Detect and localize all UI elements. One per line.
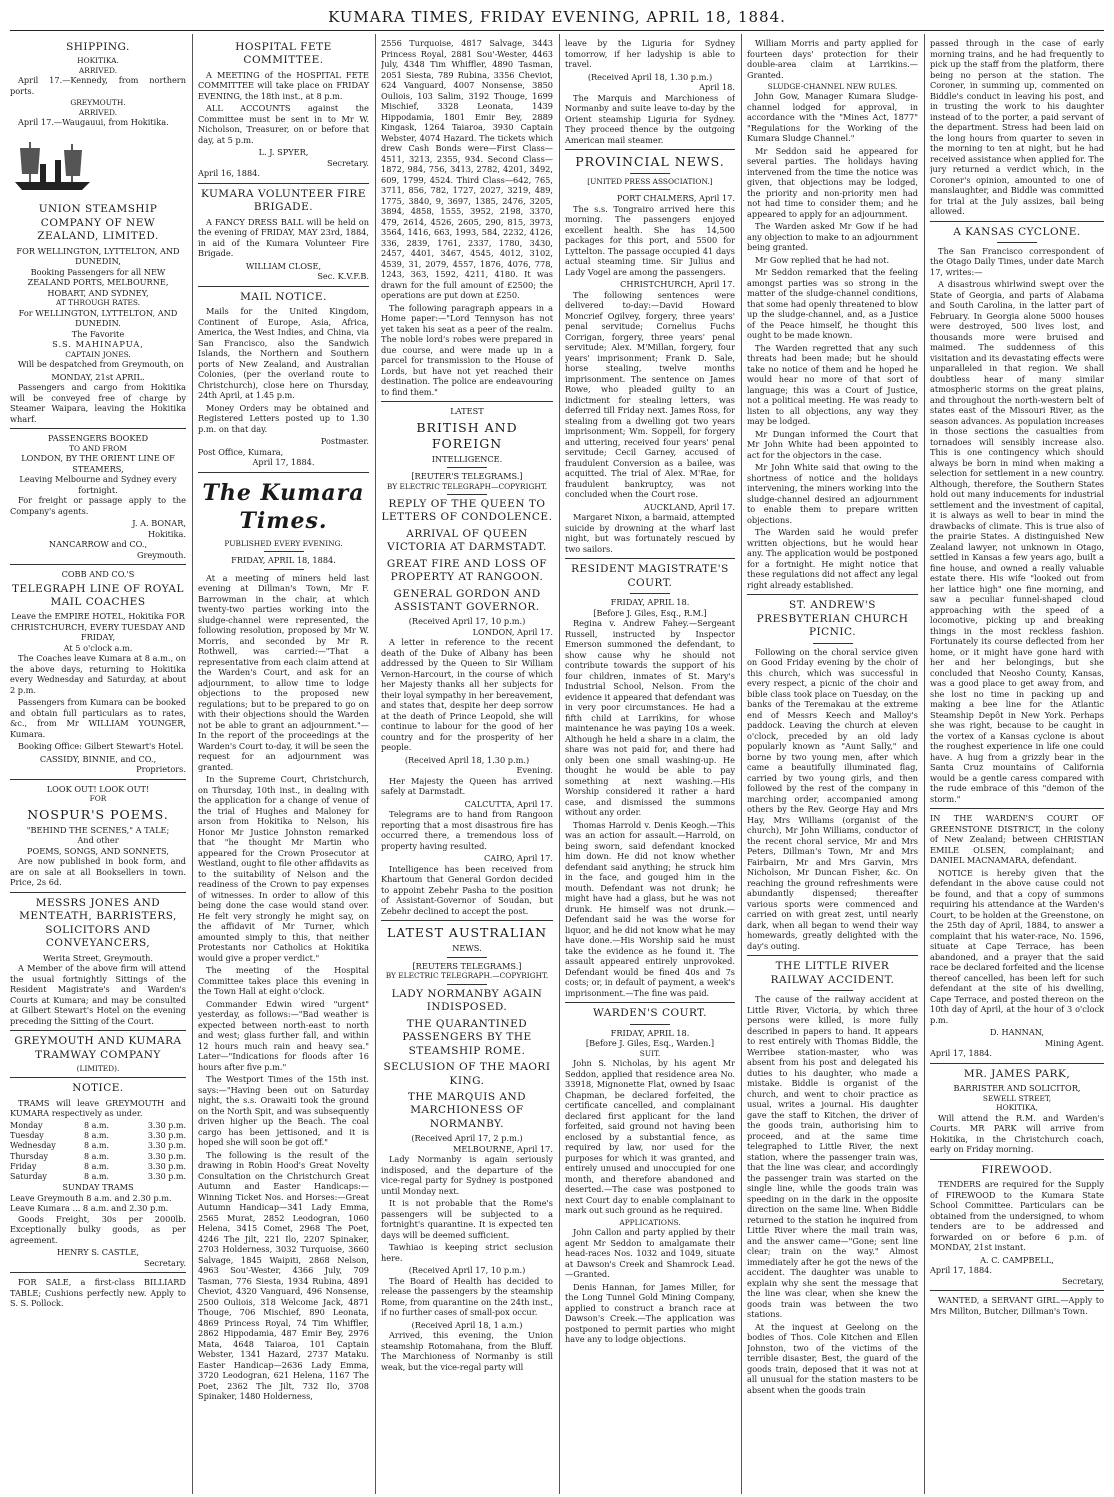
- timetable-am: 8 a.m.: [83, 1161, 110, 1171]
- cobb-passengers: Passengers from Kumara can be booked and obtain full particulars as to rates, &c., from Mr WILLIAM YOUNGER, Kumara.: [10, 697, 186, 739]
- castle-signature: HENRY S. CASTLE,: [57, 1247, 139, 1258]
- shipping-heading: SHIPPING.: [66, 41, 130, 53]
- court-paragraph: William Morris and party applied for fourteen days' protection for their double-area claim at Larrikins.—Granted.: [747, 38, 918, 80]
- timetable-am: 8 a.m.: [83, 1151, 110, 1161]
- union-ship-name: S.S. MAHINAPUA,: [52, 339, 144, 350]
- timetable-pm: 3.30 p.m.: [147, 1172, 186, 1182]
- cobb-signature: CASSIDY, BINNIE, and CO.,: [39, 753, 157, 764]
- divider: [997, 242, 1037, 243]
- received-note: (Received April 17, 2 p.m.): [411, 1133, 523, 1144]
- divider: [930, 1290, 1104, 1291]
- cobb-proprietors: Proprietors.: [136, 764, 186, 775]
- divider: [630, 173, 670, 174]
- divider: [447, 984, 487, 985]
- news-paragraph: The Board of Health has decided to release the passengers by the steamship Rome, from quarantine on the 24th inst., if no further cases of small-pox occur.: [381, 1275, 553, 1318]
- nospur-sale: Are now published in book form, and are on sale at all Booksellers in town. Price, 2s 6d.: [10, 856, 186, 888]
- divider: [447, 494, 487, 495]
- news-headline: THE MARQUIS AND MARCHIONESS OF NORMANBY.: [407, 1091, 527, 1130]
- australian-news-heading: LATEST AUSTRALIAN: [386, 925, 548, 941]
- firewood-heading: FIREWOOD.: [981, 1163, 1053, 1176]
- divider: [447, 467, 487, 468]
- court-paragraph: The Warden asked Mr Gow if he had any objection to make to an adjournment being granted.: [747, 221, 918, 253]
- divider: [630, 593, 670, 594]
- published-every-evening: PUBLISHED EVERY EVENING.: [224, 539, 343, 548]
- fire-signature: WILLIAM CLOSE,: [245, 260, 322, 271]
- sunday-kumara: Leave Kumara ... 8 a.m. and 2.30 p.m.: [10, 1203, 169, 1214]
- nospur-other: And other: [77, 835, 119, 846]
- agent-nancarrow-place: Greymouth.: [136, 549, 186, 560]
- timetable-day: Friday: [10, 1161, 37, 1171]
- divider: [10, 1030, 186, 1031]
- court-paragraph: Mr Gow replied that he had not.: [755, 254, 890, 265]
- divider: [10, 1272, 186, 1273]
- news-paragraph: Tawhiao is keeping strict seclusion here.: [381, 1242, 553, 1263]
- sunday-heading: SUNDAY TRAMS: [62, 1182, 134, 1193]
- campbell-date: April 17, 1884.: [930, 1265, 992, 1276]
- received-note: (Received April 17, 10 p.m.): [408, 1265, 526, 1276]
- divider: [813, 990, 853, 991]
- divider: [10, 779, 186, 780]
- timetable-pm: 3.30 p.m.: [147, 1161, 186, 1171]
- arrived-label: ARRIVED.: [78, 65, 118, 75]
- fire-ball: A FANCY DRESS BALL will be held on the evening of FRIDAY, MAY 23rd, 1884, in aid of the Kumara Volunteer Fire Brigade.: [198, 216, 369, 259]
- column-3: [381, 38, 553, 1493]
- received-note: (Received April 17, 10 p.m.): [408, 616, 526, 627]
- news-headline: REPLY OF THE QUEEN TO LETTERS OF CONDOLENCE.: [381, 497, 553, 524]
- editorial-paragraph: 2556 Turquoise, 4817 Salvage, 3443 Princess Royal, 2881 Sou'-Wester, 4463 July, 4348 Tim Whiffler, 4890 Tasman, 2051 Siesta, 789 Rubina, 3356 Cheviot, 624 Vanguard, 4007 Nonsense, 3850 Ouliois, 103 Salim, 3192 Thouge, 1699 Mischief, 3328 Leonata, 1439 Hippodamia, 1801 Emir Bey, 2889 Kingask, 1264 Taiaroa, 3930 Captain Webster, 4074 Hazard. The tickets which drew Cash Bonds were—First Class—4511, 3213, 2355, 934. Second Class—1872, 984, 756, 3413, 2782, 4201, 3492, 609, 1799, 4524. Third Class—642, 765, 3711, 856, 782, 1727, 2027, 3219, 489, 1775, 3840, 9, 3697, 1385, 2476, 3205, 3894, 4858, 1555, 3952, 2198, 3370, 479, 2614, 4526, 2605, 290, 815, 3973, 3564, 1416, 663, 1993, 584, 2232, 4126, 336, 2839, 1761, 2337, 1780, 3430, 2457, 4401, 3467, 4545, 4012, 3102, 4539, 31, 2079, 4557, 1876, 4076, 778, 1243, 363, 1592, 4211, 4180. It was drawn for the full amount of £2500; the operations are put down at £250.: [381, 38, 553, 300]
- divider: [630, 189, 670, 190]
- dateline: Evening.: [516, 765, 553, 776]
- news-paragraph: The s.s. Tongrairo arrived here this morning. The passengers enjoyed excellent health. She has 14,500 packages for this port, and 5500 for Lyttelton. The passage occupied 41 days actual steaming time. Sir Julius and Lady Vogel are among the passengers.: [565, 203, 735, 277]
- court-before: [Before J. Giles, Esq., R.M.]: [593, 607, 707, 618]
- timetable-day: Thursday: [10, 1151, 48, 1161]
- hokitika-heading: HOKITIKA.: [77, 56, 119, 66]
- picnic-heading: ST. ANDREW'S PRESBYTERIAN CHURCH PICNIC.: [756, 599, 909, 639]
- divider: [565, 149, 735, 150]
- jones-address: Werita Street, Greymouth.: [43, 952, 153, 963]
- news-headline: ARRIVAL OF QUEEN VICTORIA AT DARMSTADT.: [387, 527, 547, 554]
- timetable-day: Wednesday: [10, 1141, 56, 1151]
- fire-brigade-heading: KUMARA VOLUNTEER FIRE BRIGADE.: [200, 187, 366, 214]
- divider: [381, 920, 553, 921]
- dateline: PORT CHALMERS, April 17.: [616, 193, 735, 204]
- nospur-title: NOSPUR'S POEMS.: [27, 806, 169, 822]
- park-heading: MR. JAMES PARK,: [963, 1067, 1071, 1080]
- firewood-notice: TENDERS are required for the Supply of FIREWOOD to the Kumara State School Committee. Particulars can be obtained from the undersigned, to whom tenders are to be addressed and forwarded on or before 6 p.m. of MONDAY, 21st instant.: [930, 1179, 1104, 1253]
- servant-advert: WANTED, a SERVANT GIRL.—Apply to Mrs Millton, Butcher, Dillman's Town.: [930, 1295, 1104, 1316]
- column-5: [747, 38, 918, 1493]
- greymouth-heading: GREYMOUTH.: [70, 98, 126, 108]
- column-divider: [192, 34, 193, 1494]
- union-despatch: Will be despatched from Greymouth, on: [18, 359, 184, 370]
- timetable-day: Monday: [10, 1120, 43, 1130]
- timetable-am: 8 a.m.: [83, 1131, 110, 1141]
- newspaper-masthead: KUMARA TIMES, FRIDAY EVENING, APRIL 18, 1884.: [328, 8, 786, 26]
- divider: [10, 892, 186, 893]
- tramway-limited: (LIMITED).: [76, 1064, 120, 1073]
- fete-heading: HOSPITAL FETE COMMITTEE.: [235, 41, 332, 67]
- cyclone-paragraph: A disastrous whirlwind swept over the State of Georgia, and parts of Alabama and South Carolina, in the latter part of February. In Georgia alone 5000 houses were destroyed, 500 lives lost, and thousands more were bruised and maimed. The suddenness of this visitation and its devastating effects were unparalleled in that region. We shall doubtless hear of many similar atmospheric storms on the great plains, and throughout the north-western belt of states east of the Missouri River, as the season advances. As population increases in those sections the casualties from tornadoes will sensibly increase also. This is one contingency which should always be born in mind when making a selection for settlement in a new country. Although, therefore, the Southern States hold out many inducements for industrial settlement and the investment of capital, it is always as well to bear in mind the drawbacks of climate. This is true also of the prairie States. A distinguished New Zealand lawyer, not unknown in Otago, settled in Kansas a few years ago, built a fine house, and owned a really valuable estate there. His wife "looked out from her lattice high" one fine morning, and saw a peculiar funnel-shaped cloud approaching with the speed of a locomotive, picking up and breaking things in the most reckless fashion. Fortunately its course deflected from her home, or it might have gone hard with her and her belongings, but she concluded that Neosho County, Kansas, was a good place to get away from, and she lost no time in packing up and making a bee line for the Atlantic Steamship Depôt in New York. Perhaps she was right, because to be caught in the vortex of a Kansas cyclone is about the roughest experience in life one could have. A hug from a grizzly bear in the Santa Cruz mountains of California would be a gentle caress compared with the rude embrace of this "demon of the storm.": [930, 279, 1104, 804]
- paper-title: The Kumara Times.: [202, 479, 365, 534]
- cobb-leave: Leave the EMPIRE HOTEL, Hokitika FOR CHRISTCHURCH, EVERY TUESDAY AND FRIDAY,: [10, 611, 186, 643]
- court-paragraph: Mr John White said that owing to the shortness of notice and the holidays intervening, the miners working into the sludge-channel desired an adjournment to enable them to prepare written objections.: [747, 462, 918, 525]
- received-note: (Received April 18, 1.30 p.m.): [404, 754, 530, 765]
- rm-court-heading: RESIDENT MAGISTRATE'S COURT.: [571, 563, 729, 589]
- court-paragraph: John Gow, Manager Kumara Sludge-channel lodged for approval, in accordance with the "Mines Act, 1877" "Regulations for the Working of the Kumara Sludge Channel.": [747, 91, 918, 144]
- divider: [747, 955, 918, 956]
- divider: [10, 564, 186, 565]
- hannan-title: Mining Agent.: [1044, 1037, 1104, 1048]
- union-rates: AT THROUGH RATES.: [55, 298, 141, 308]
- cobb-time: At 5 o'clock a.m.: [63, 642, 133, 653]
- dateline: MELBOURNE, April 17.: [452, 1143, 553, 1154]
- fete-signature: L. J. SPYER,: [258, 147, 309, 158]
- campbell-signature: A. C. CAMPBELL,: [980, 1254, 1054, 1265]
- billiard-advert: FOR SALE, a first-class BILLIARD TABLE; Cushions perfectly new. Apply to S. S. Pollock.: [10, 1277, 186, 1309]
- fete-secretary: Secretary.: [326, 157, 369, 168]
- dateline: CAIRO, April 17.: [484, 853, 553, 864]
- british-foreign-heading: BRITISH AND FOREIGN: [416, 419, 518, 451]
- booked-freight: For freight or passage apply to the Company's agents.: [10, 495, 186, 516]
- fire-secretary: Sec. K.V.F.B.: [317, 271, 369, 282]
- suit-label: SUIT.: [639, 1048, 661, 1058]
- column-2: [198, 38, 369, 1493]
- park-notice: Will attend the R.M. and Warden's Courts. MR PARK will arrive from Hokitika, in the Christchurch coach, early on Friday morning.: [930, 1112, 1104, 1155]
- column-divider: [559, 34, 560, 1494]
- court-paragraph: The Warden said he would prefer written objections, but he would hear any. The application would be postponed for a fortnight. He might notice that these regulations did not affect any legal right already established.: [747, 527, 918, 590]
- masthead-rule: [10, 30, 1104, 31]
- divider: [813, 643, 853, 644]
- timetable-am: 8 a.m.: [83, 1141, 110, 1151]
- greymouth-entry: April 17.—Waugauui, from Hokitika.: [18, 117, 169, 128]
- timetable-pm: 3.30 p.m.: [147, 1151, 186, 1161]
- column-6: [930, 38, 1104, 1493]
- hokitika-entry: April 17.—Kennedy, from northern ports.: [10, 75, 186, 96]
- court-before: [Before J. Giles, Esq., Warden.]: [585, 1038, 715, 1049]
- news-headline: LADY NORMANBY AGAIN INDISPOSED.: [391, 987, 543, 1014]
- editorial-paragraph: The Westport Times of the 15th inst. says:—"Having been out on Saturday night, the s.s. Orawaiti took the ground on the North Spit, and was subsequently driven higher up the Beach. The coal cargo has been jettisoned, and it is hoped she will soon be got off.": [198, 1074, 369, 1148]
- divider: [565, 558, 735, 559]
- latest-label: LATEST: [450, 406, 484, 416]
- union-favorite: The Favorite: [71, 328, 125, 339]
- timetable-pm: 3.30 p.m.: [147, 1120, 186, 1130]
- timetable-row: [10, 1131, 186, 1141]
- column-divider: [924, 34, 925, 1494]
- column-1: [10, 38, 186, 1493]
- cobb-title: TELEGRAPH LINE OF ROYAL MAIL COACHES: [12, 582, 184, 608]
- editorial-paragraph: At a meeting of miners held last evening at Dillman's Town, Mr F. Barrowman in the chair, at which twenty-two parties working into the sludge-channel were represented, the following resolution, proposed by Mr W. Morris, and seconded by Mr R. Rothwell, was carried:—"That a representative from each claim attend at the Warden's Court, and ask for an adjournment, to allow time to lodge objections to the proposed new regulations; but to be prepared to go on with their objections should the Warden not be able to grant an adjournment."—In the report of the proceedings at the Warden's Court to-day, it will be seen the request for an adjournment was granted.: [198, 572, 369, 772]
- union-route-2: For WELLINGTON, LYTTELTON, AND DUNEDIN.: [18, 307, 178, 329]
- railway-paragraph: At the inquest at Geelong on the bodies of Thos. Cole Kitchen and Ellen Johnston, two of the victims of the terrible disaster, Best, the guard of the goods train, deposed that it was not at all unusual for the station masters to be absent when the goods train: [747, 1321, 918, 1395]
- agent-bonar: J. A. BONAR,: [132, 518, 186, 529]
- court-paragraph: The Warden regretted that any such threats had been made; but he should take no notice of them and he hoped he would hear no more of that sort of language; this was a Court of Justice, not a political meeting. He was ready to listen to all objections, any way they may be lodged.: [747, 342, 918, 427]
- divider: [10, 1077, 186, 1078]
- divider: [930, 221, 1104, 222]
- dateline: CALCUTTA, April 17.: [464, 798, 553, 809]
- fete-date: April 16, 1884.: [198, 168, 260, 179]
- agent-bonar-place: Hokitika.: [147, 528, 186, 539]
- editorial-paragraph: Commander Edwin wired "urgent" yesterday, as follows:—"Bad weather is expected between north-east to north and west; glass further fall, and within 12 hours much rain and heavy sea." Later—"Indications for floods after 16 hours after five p.m.": [198, 998, 369, 1072]
- sunday-greymouth: Leave Greymouth 8 a.m. and 2.30 p.m.: [10, 1192, 172, 1203]
- hannan-signature: D. HANNAN,: [989, 1027, 1044, 1038]
- nospur-poems: POEMS, SONGS, AND SONNETS,: [27, 845, 169, 856]
- cyclone-paragraph: The San Francisco correspondent of the Otago Daily Times, under date March 17, writes:—: [930, 245, 1104, 277]
- tramway-title: GREYMOUTH AND KUMARA TRAMWAY COMPANY: [14, 1035, 182, 1061]
- wardens-court-heading: WARDEN'S COURT.: [593, 1007, 707, 1020]
- copyright-label: BY ELECTRIC TELEGRAPH—COPYRIGHT.: [386, 481, 548, 491]
- tram-notice: TRAMS will leave GREYMOUTH and KUMARA respectively as under.: [10, 1097, 186, 1119]
- news-paragraph: Her Majesty the Queen has arrived safely at Darmstadt.: [381, 775, 553, 797]
- court-paragraph: Denis Hannan, for James Miller, for the Long Tunnel Gold Mining Company, applied to construct a branch race at Dawson's Creek.—The application was postponed to permit parties who might have any to lodge objections.: [565, 1281, 735, 1345]
- dateline: April 18.: [699, 82, 735, 92]
- booked-to-from: TO AND FROM: [69, 443, 127, 453]
- campbell-secretary: Secretary,: [1061, 1275, 1104, 1286]
- lookout-for: FOR: [89, 794, 107, 804]
- arrived-label: ARRIVED.: [78, 107, 118, 117]
- park-street: SEWELL STREET,: [982, 1093, 1052, 1103]
- cobb-booking-office: Booking Office: Gilbert Stewart's Hotel.: [18, 741, 184, 752]
- timetable-row: [10, 1152, 186, 1162]
- column-divider: [741, 34, 742, 1494]
- divider: [930, 1159, 1104, 1160]
- park-town: HOKITIKA,: [996, 1103, 1038, 1113]
- divider: [381, 401, 553, 402]
- news-paragraph: Intelligence has been received from Khartoum that General Gordon decided to appoint Zebehr Pasha to the position of Assistant-Governor of Soudan, but Zebehr declined to accept the post.: [381, 863, 553, 916]
- news-paragraph: The following sentences were delivered to-day:—David Howard Moncrief Ogilvey, forgery, three years' penal servitude; Cornelius Fuchs Corrigan, forgery, three years' penal servitude; Alex. M'Millan, forgery, four years' imprisonment; Frank D. Sale, horse stealing, twelve months imprisonment. The sentence on James Rowe, who pleaded guilty to an indictment for stealing letters, was deferred till Friday next. James Ross, for stealing from a dwelling got two years imprisonment; Wm. Soppell, for forgery and uttering, received four years' penal servitude; Cecil Garney, accused of fraudulent Conversion as a bailee, was acquitted. The trial of Alex. M'Rae, for fraudulent bankruptcy, was not concluded when the Court rose.: [565, 289, 735, 500]
- divider: [747, 594, 918, 595]
- news-headline: GENERAL GORDON AND ASSISTANT GOVERNOR.: [393, 587, 541, 614]
- timetable-day: Saturday: [10, 1172, 47, 1182]
- received-note: (Received April 18, 1.30 p.m.): [587, 71, 713, 82]
- mail-heading: MAIL NOTICE.: [240, 290, 327, 303]
- divider: [565, 1002, 735, 1003]
- upa-label: [UNITED PRESS ASSOCIATION.]: [587, 177, 713, 186]
- lookout-heading: LOOK OUT! LOOK OUT!: [46, 783, 150, 794]
- received-note: (Received April 18, 1 a.m.): [411, 1319, 523, 1330]
- editorial-paragraph: In the Supreme Court, Christchurch, on Thursday, 10th inst., in dealing with the application for a change of venue of the trial of Hughes and Maloney for arson from Hokitika to Nelson, his Honor Mr Justice Johnston remarked that "he thought Mr Martin who appeared for the Crown Prosecutor at Westland, ought to file other affidavits as to the suitability of Nelson and the readiness of the Crown to pay expenses of witnesses. In order to allow of this being done the case would stand over. He felt very strongly he might say, on the affidavit of Mr Turner, which amounted simply to this, that neither Protestants nor Catholics at Hokitika would give a proper verdict.": [198, 774, 369, 963]
- picnic-paragraph: Following on the choral service given on Good Friday evening by the choir of this church, which was successful in every respect, a picnic of the choir and bible class took place on Tuesday, on the banks of the Teremakau at the extreme end of Messrs Keech and Malloy's paddock. Leaving the church at eleven o'clock, preceded by an old lady popularly known as "Aunt Sally," and borne by two young men, after which came a beautifully illuminated flag, carried by two young girls, and then followed by the rest of the company in marching order, accompanied among others by the Rev. George Hay and Mrs Hay, Mrs Williams (organist of the church), Mr John Williams, conductor of the recent choral service, Mr and Mrs Peters, Dillman's Town, Mr and Mrs Fairbairn, Mr and Mrs Garvin, Mrs Nicholson, Mr Duncan Fisher, &c. On reaching the ground refreshments were abundantly dispensed; thereafter various sports were commenced and carried on with great zest, until nearly dark, when all began to wend their way homewards, greatly delighted with the day's outing.: [747, 646, 918, 951]
- fete-accounts: ALL ACCOUNTS against the Committee must be sent in to Mr W. Nicholson, Treasurer, on or before that day, at 5 p.m.: [198, 103, 369, 145]
- divider: [930, 808, 1104, 809]
- court-paragraph: Thomas Harrold v. Denis Keogh.—This was an action for assault.—Harrold, on being sworn, said defendant knocked him down. He did not know whether defendant said anything; he struck him in the face, and gouged him in the mouth. Defendant was not drunk; he might have had a glass, but he was not drunk. He himself was not drunk.—Defendant said he was the worse for liquor, and he did not know what he may have done.—His Worship said he must take the evidence as he found it. The assault appeared entirely unprovoked. Defendant would be fined 40s and 7s costs; or, in default of payment, a week's imprisonment.—The fine was paid.: [565, 819, 735, 998]
- agent-nancarrow: NANCARROW and CO.,: [48, 539, 148, 550]
- divider: [930, 1063, 1104, 1064]
- divider: [630, 1024, 670, 1025]
- news-paragraph: Arrived, this evening, the Union steamship Rotomahana, from the Bluff. The Marchioness of Normanby is still weak, but the vice-regal party will: [381, 1330, 553, 1372]
- divider: [264, 551, 304, 552]
- divider: [264, 569, 304, 570]
- news-paragraph: It is not probable that the Rome's passengers will be subjected to a fortnight's quarantine. It is expected ten days will be deemed sufficient.: [381, 1198, 553, 1240]
- timetable-am: 8 a.m.: [83, 1120, 110, 1130]
- mail-money-orders: Money Orders may be obtained and Registered Letters posted up to 1.30 p.m. on that day.: [198, 402, 369, 434]
- wardens-court-notice: NOTICE is hereby given that the defendant in the above cause could not be found, and that a copy of summons requiring his attendance at the Warden's Court, to be holden at the Greenstone, on the 25th day of April, 1884, to answer a complaint that his water-race, No. 1596, situate at Cape Terrace, has been abandoned, and a prayer that the said race be declared forfeited and the license thereof cancelled, has been left for such defendant at the site of his dwelling, Cape Terrace, and posted thereon on the 10th day of April, at the hour of 3 o'clock p.m.: [930, 867, 1104, 1025]
- divider: [198, 286, 369, 287]
- applications-label: APPLICATIONS.: [619, 1217, 681, 1227]
- railway-accident-heading: THE LITTLE RIVER RAILWAY ACCIDENT.: [770, 960, 895, 986]
- timetable-pm: 3.30 p.m.: [147, 1141, 186, 1151]
- kansas-cyclone-heading: A KANSAS CYCLONE.: [953, 225, 1081, 238]
- cobb-heading: COBB AND CO.'S: [61, 569, 135, 580]
- reuters-label: [REUTER'S TELEGRAMS.]: [411, 471, 523, 481]
- news-headline: SECLUSION OF THE MAORI KING.: [383, 1061, 551, 1087]
- mail-postmaster: Postmaster.: [320, 436, 369, 447]
- timetable-pm: 3.30 p.m.: [147, 1131, 186, 1141]
- mail-office: Post Office, Kumara,: [198, 446, 284, 457]
- editorial-paragraph: The following paragraph appears in a Home paper:—"Lord Tennyson has not yet taken his seat as a peer of the realm. The noble lord's robes were prepared in due course, and were made up in a parcel for transmission to the House of Lords, but have not yet reached their destination. The police are endeavouring to find them.": [381, 302, 553, 397]
- timetable-row: [10, 1162, 186, 1172]
- dateline: CHRISTCHURCH, April 17.: [620, 279, 735, 290]
- court-paragraph: Mr Dungan informed the Court that Mr John White had been appointed to act for the objectors in the case.: [747, 428, 918, 460]
- reuters-label: [REUTERS TELEGRAMS.]: [412, 960, 522, 971]
- news-paragraph: leave by the Liguria for Sydney tomorrow, if her ladyship is able to travel.: [565, 38, 735, 69]
- divider: [447, 957, 487, 958]
- copyright-label: BY ELECTRIC TELEGRAPH.—COPYRIGHT.: [385, 971, 549, 981]
- court-paragraph: John Callon and party applied by their agent Mr Seddon to amalgamate their head-races Nos. 1032 and 1049, situate at Dawson's Creek and Shamrock Lead.—Granted.: [565, 1227, 735, 1280]
- mail-date: April 17, 1884.: [252, 457, 315, 468]
- nospur-tale: "BEHIND THE SCENES," A TALE;: [26, 824, 170, 835]
- goods-freight: Goods Freight, 30s per 2000lb. Exceptionally bulky goods, as per agreement.: [10, 1213, 186, 1245]
- fete-meeting: A MEETING of the HOSPITAL FETE COMMITTEE will take place on FRIDAY EVENING, the 18th inst., at 8 p.m.: [198, 69, 369, 101]
- dateline: LONDON, April 17.: [472, 626, 553, 637]
- jones-title: MESSRS JONES AND MENTEATH, BARRISTERS, SOLICITORS AND CONVEYANCERS,: [19, 896, 177, 950]
- timetable-am: 8 a.m.: [83, 1172, 110, 1182]
- news-paragraph: Lady Normanby is again seriously indisposed, and the departure of the vice-regal party for Sydney is postponed until Monday next.: [381, 1154, 553, 1196]
- park-profession: BARRISTER AND SOLICITOR,: [953, 1083, 1081, 1094]
- union-route: FOR WELLINGTON, LYTTELTON, AND DUNEDIN,: [16, 245, 180, 267]
- dateline: AUCKLAND, April 17.: [643, 501, 735, 512]
- court-paragraph: Regina v. Andrew Fahey.—Sergeant Russell, instructed by Inspector Emerson summoned the defendant, to show cause why he should not contribute towards the support of his four children, inmates of St. Mary's Industrial School, Nelson. From the evidence it appeared that defendant was in very poor circumstances. He had a fifth child at Larrikins, for whose maintenance he was paying 10s a week. Although he held a share in a claim, the share was not paid for, and there had only been one small washing-up. He thought he would be able to pay something at next washing.—His Worship considered it rather a hard case, and dismissed the summons without any order.: [565, 618, 735, 818]
- news-paragraph: Margaret Nixon, a barmaid, attempted suicide by drowning at the wharf last night, but was fortunately rescued by two sailors.: [565, 512, 735, 554]
- column-divider: [375, 34, 376, 1494]
- steamship-icon: [10, 134, 100, 194]
- issue-date: FRIDAY, APRIL 18, 1884.: [231, 555, 336, 566]
- union-booking: Booking Passengers for all NEW ZEALAND PORTS, MELBOURNE, HOBART, AND SYDNEY,: [27, 266, 169, 298]
- booked-heading: PASSENGERS BOOKED: [47, 433, 149, 444]
- news-paragraph: Telegrams are to hand from Rangoon reporting that a most disastrous fire has occurred there, a tremendous loss of property having resulted.: [381, 809, 553, 851]
- booked-fortnight: Leaving Melbourne and Sydney every fortnight.: [19, 474, 177, 495]
- news-label: NEWS.: [452, 943, 482, 954]
- hannan-date: April 17, 1884.: [930, 1048, 992, 1059]
- news-headline: THE QUARANTINED PASSENGERS BY THE STEAMSHIP ROME.: [402, 1017, 532, 1057]
- news-headline: GREAT FIRE AND LOSS OF PROPERTY AT RANGOON.: [386, 557, 548, 584]
- editorial-paragraph: The meeting of the Hospital Committee takes place this evening in the Town Hall at eight o'clock.: [198, 965, 369, 997]
- booked-orient: LONDON, BY THE ORIENT LINE OF STEAMERS,: [21, 453, 175, 474]
- editorial-paragraph: The following is the result of the drawing in Robin Hood's Great Novelty Consultation on the Christchurch Great Autumn and Easter Handicaps:—Winning Ticket Nos. and Horses:—Great Autumn Handicap—341 Lady Emma, 2565 Murat, 2852 Leodogran, 1060 Helena, 3415 Comet, 2968 The Poet, 4246 The Jilt, 221 Ilo, 2207 Spinaker, 2703 Holderness, 3032 Turquoise, 3660 Salvage, 1845 Waipiti, 2868 Nelson, 4963 Sou'-Wester, 4366 July, 709 Tasman, 776 Siesta, 1934 Rubina, 4891 Cheviot, 4320 Vanguard, 496 Nonsense, 2500 Ouliois, 318 Welcome Jack, 4871 Thouge, 706 Mischief, 890 Leonata, 4869 Princess Royal, 74 Tim Whiffler, 2862 Hippodamia, 487 Emir Bey, 2976 Mata, 4648 Taiaroa, 101 Captain Webster, 1341 Hazard, 2737 Mataku. Easter Handicap—2636 Lady Emma, 3720 Leodogran, 621 Helena, 1167 The Poet, 2362 The Jilt, 732 Ilo, 3708 Spinaker, 1480 Holderness,: [198, 1149, 369, 1402]
- mail-notice: Mails for the United Kingdom, Continent of Europe, Asia, Africa, America, the West Indies, and China, via San Francisco, also the Sandwich Islands, the Northern and Southern ports of New Zealand, and Australian Colonies, (per the overland route to Christchurch), close here on Thursday, 24th April, at 1.45 p.m.: [198, 306, 369, 401]
- column-4: [565, 38, 735, 1493]
- news-paragraph: The Marquis and Marchioness of Normanby and suite leave to-day by the Orient steamship Liguria for Sydney. They proceed thence by the outgoing American mail steamer.: [565, 92, 735, 145]
- divider: [198, 183, 369, 184]
- notice-heading: NOTICE.: [72, 1082, 124, 1095]
- intelligence-label: INTELLIGENCE.: [431, 453, 503, 464]
- union-captain: CAPTAIN JONES.: [65, 349, 131, 359]
- timetable-day: Tuesday: [10, 1131, 44, 1141]
- tram-timetable: [10, 1121, 186, 1182]
- court-paragraph: Mr Seddon remarked that the feeling amongst parties was so strong in the matter of the sludge-channel conditions, that some had openly threatened to blow up the sludge-channel, and, as a Justice of the Peace himself, he thought this ought to be made known.: [747, 267, 918, 341]
- union-steamship-title: UNION STEAMSHIP COMPANY OF NEW ZEALAND, LIMITED.: [37, 203, 159, 243]
- divider: [10, 428, 186, 429]
- timetable-row: [10, 1141, 186, 1151]
- timetable-row: [10, 1121, 186, 1131]
- railway-paragraph: The cause of the railway accident at Little River, Victoria, by which three persons were killed, is more fully described in papers to hand. It appears to rest entirely with Thomas Biddle, the Werribee station-master, who was absent from his post and delegated his duties to his daughter, who made a mistake. Biddle is organist of the church, and went to choir practice as usual, writes a journal. His daughter gave the staff to Kitchen, the driver of the goods train, authorising him to proceed, and at the same time telegraphed to Little River, the next station, where the passenger train was, that the line was clear, and accordingly the passenger train was started on the single line, while the goods train was speeding on in the dark in the opposite direction on the same line. When Biddle returned to the station he inquired from Little River where the mail train was, and the answer came—"Gone; sent line clear; train on the way." Almost immediately after he got the news of the accident. The daughter was unable to explain why she sent the message that the line was clear, when she knew the goods train was between the two stations.: [747, 994, 918, 1320]
- castle-secretary: Secretary.: [143, 1257, 186, 1268]
- union-date: MONDAY, 21st APRIL.: [51, 371, 145, 382]
- cobb-coaches: The Coaches leave Kumara at 8 a.m., on the above days, returning to Hokitika every Wednesday and Saturday, at about 2 p.m.: [10, 653, 186, 695]
- sludge-rules-heading: SLUDGE-CHANNEL NEW RULES.: [767, 82, 898, 91]
- union-passengers: Passengers and cargo from Hokitika will be conveyed free of charge by Steamer Waipara, leaving the Hokitika wharf.: [10, 382, 186, 424]
- news-paragraph: A letter in reference to the recent death of the Duke of Albany has been addressed by the Queen to Sir William Vernon-Harcourt, in the course of which her Majesty thanks all her subjects for their loyal sympathy in her bereavement, and states that, despite her deep sorrow at the death of Prince Leopold, she will continue to labour for the good of her country and for the prosperity of her people.: [381, 637, 553, 753]
- court-paragraph: John S. Nicholas, by his agent Mr Seddon, applied that residence area No. 33918, Mignonette Flat, owned by Isaac Chapman, be declared forfeited, the certificate cancelled, and complainant declared first applicant for the land forfeited, said ground not having been enclosed by a substantial fence, as required by law, nor used for the purposes for which it was granted, and entirely unused and unoccupied for one month, and therefore abandoned and deserted.—The case was postponed to next Court day to enable complainant to mark out such ground as he required.: [565, 1058, 735, 1216]
- railway-paragraph: passed through in the case of early morning trains, and he had frequently to pick up the staff from the platform, there being no person at the station. The Coroner, in summing up, commented on Biddle's conduct in leaving his post, and in trusting the work to his daughter instead of to the porter, a paid servant of the department. Stress had been laid on the long hours from quarter to seven in the morning to ten at night, but he had received assistance when applied for. The jury returned a verdict which, in the Coroner's opinion, amounted to one of manslaughter, and Biddle was committed for trial at the July assizes, bail being allowed.: [930, 38, 1104, 216]
- court-date: FRIDAY, APRIL 18.: [610, 1027, 690, 1038]
- jones-notice: A Member of the above firm will attend the usual fortnightly Sittings of the Resident Magistrate's and Warden's Courts at Kumara; and may be consulted at Gilbert Stewart's Hotel on the evening preceding the Sitting of the Court.: [10, 963, 186, 1026]
- timetable-row: [10, 1172, 186, 1182]
- wardens-court-notice-heading: IN THE WARDEN'S COURT OF GREENSTONE DISTRICT, in the colony of New Zealand; between CHRISTIAN EMILE OLSEN, complainant; and DANIEL MACNAMARA, defendant.: [930, 813, 1104, 866]
- divider: [198, 472, 369, 473]
- court-date: FRIDAY, APRIL 18.: [610, 597, 690, 608]
- provincial-news-heading: PROVINCIAL NEWS.: [575, 154, 725, 169]
- court-paragraph: Mr Seddon said he appeared for several parties. The holidays having intervened from the time the notice was given, that objections may be lodged, the priority and non-priority men had not had time to consider them; and he appeared to apply for an adjournment.: [747, 145, 918, 219]
